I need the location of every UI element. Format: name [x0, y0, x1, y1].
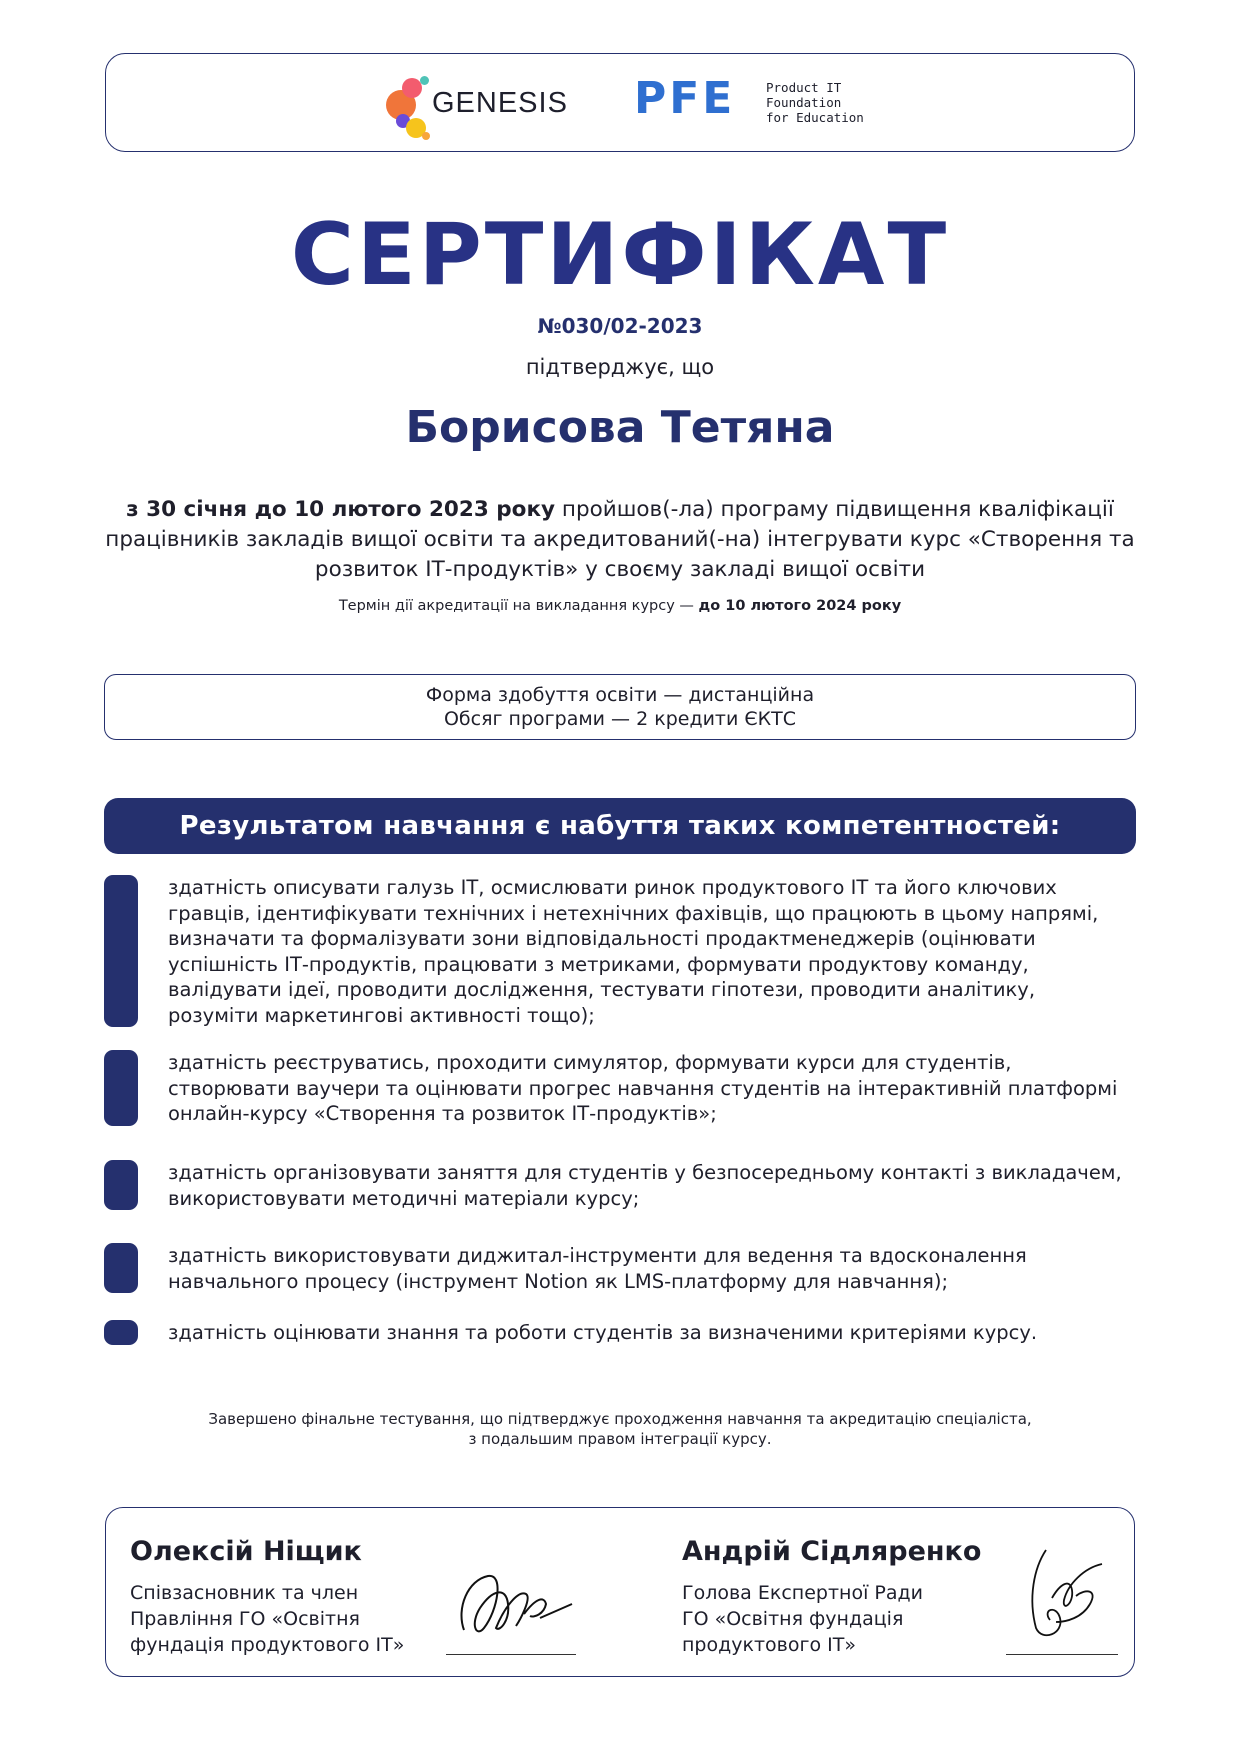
competencies-heading: Результатом навчання є набуття таких компетентностей: [104, 798, 1136, 854]
competency-marker [104, 1320, 138, 1345]
genesis-dot-teal [420, 76, 429, 85]
final-note: Завершено фінальне тестування, що підтверджує проходження навчання та акредитацію спеціаліста, з подальшим правом інтеграції курсу. [208, 1410, 1032, 1448]
pfe-subtitle: Product IT Foundation for Education [766, 80, 864, 125]
certificate-number: №030/02-2023 [537, 314, 703, 338]
competency-item [104, 1320, 1144, 1350]
competency-marker [104, 1160, 138, 1210]
logo-header-box [105, 53, 1135, 152]
pfe-wordmark: PFE [634, 73, 736, 124]
competency-text: здатність оцінювати знання та роботи студентів за визначеними критеріями курсу. [168, 1321, 1038, 1344]
accreditation-validity: Термін дії акредитації на викладання курсу — до 10 лютого 2024 року [338, 598, 902, 614]
signatory-name-2: Андрій Сідляренко [682, 1536, 982, 1567]
education-form: Форма здобуття освіти — дистанційна [425, 684, 815, 706]
recipient-name: Борисова Тетяна [405, 402, 835, 453]
competency-item [104, 1243, 1144, 1298]
signature-line-2 [1006, 1654, 1118, 1655]
competency-item [104, 875, 1144, 1035]
genesis-wordmark: GENESIS [432, 87, 568, 119]
competency-marker [104, 1050, 138, 1126]
signature-1 [446, 1558, 586, 1648]
genesis-logo [386, 70, 576, 140]
competency-text: здатність описувати галузь ІТ, осмислювати ринок продуктового ІТ та його ключових гравців, ідентифікувати технічних і нетехнічних фахівців, що працюють в цьому напрямі, визначати та формалізувати зони відповідальності продактменеджерів (оцінювати успішність ІТ-продуктів, працювати з метриками, формувати продуктову команду, валідувати ідеї, проводити дослідження, тестувати гіпотези, проводити аналітику, розуміти маркетингові активності тощо); [168, 876, 1099, 1027]
program-info-box [104, 674, 1136, 740]
competency-item [104, 1050, 1144, 1130]
program-volume: Обсяг програми — 2 кредити ЄКТС [443, 708, 797, 730]
signature-2 [1006, 1538, 1116, 1648]
genesis-dot-lightorange [422, 132, 430, 140]
competency-marker [104, 875, 138, 1027]
certificate-description [100, 495, 1140, 585]
competency-text: здатність використовувати диджитал-інструменти для ведення та вдосконалення навчального процесу (інструмент Notion як LMS-платформу для навчання); [168, 1244, 1027, 1293]
certificate-title: СЕРТИФІКАТ [290, 205, 950, 305]
confirms-text: підтверджує, що [525, 355, 715, 379]
signature-line-1 [446, 1654, 576, 1655]
description-dates: з 30 січня до 10 лютого 2023 року [126, 497, 556, 522]
competency-marker [104, 1243, 138, 1293]
genesis-dot-pink [402, 78, 422, 98]
signatory-role-1: Співзасновник та член Правління ГО «Освітня фундація продуктового ІТ» [130, 1582, 405, 1656]
signatory-role-2: Голова Експертної Ради ГО «Освітня фундація продуктового ІТ» [682, 1582, 923, 1656]
competency-item [104, 1160, 1144, 1215]
competency-text: здатність організовувати заняття для студентів у безпосередньому контакті з викладачем, використовувати методичні матеріали курсу; [168, 1161, 1122, 1210]
pfe-logo [634, 73, 894, 132]
description-text: пройшов(-ла) програму підвищення кваліфікації працівників закладів вищої освіти та акредитований(-на) інтегрувати курс «Створення та розвиток ІТ-продуктів» у своєму закладі вищої освіти [105, 497, 1135, 582]
competency-text: здатність реєструватись, проходити симулятор, формувати курси для студентів, створювати ваучери та оцінювати прогрес навчання студентів на інтерактивній платформі онлайн-курсу «Створення та розвиток ІТ-продуктів»; [168, 1051, 1118, 1125]
signatures-box [105, 1507, 1135, 1677]
signatory-name-1: Олексій Ніщик [130, 1536, 362, 1567]
